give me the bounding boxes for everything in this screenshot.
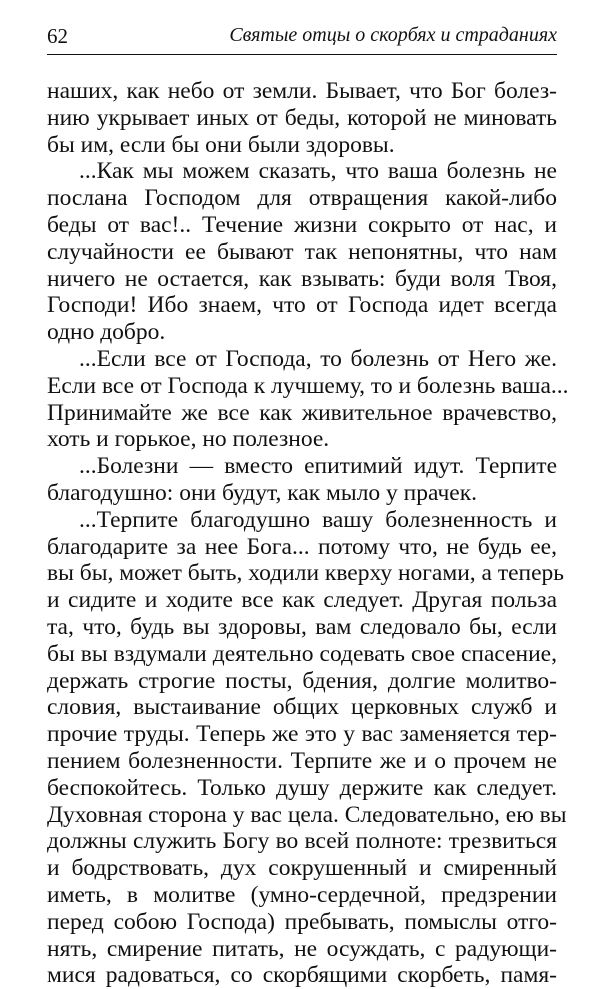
text-line: нять, смирение питать, не осуждать, с радующи- [47,935,557,962]
text-line: бы им, если бы они были здоровы. [47,131,395,158]
text-line: пением болезненности. Терпите же и о прочем не [47,747,557,774]
text-line: нию укрывает иных от беды, которой не миновать [47,104,557,131]
page-body [47,78,569,989]
page-number: 62 [47,24,68,48]
text-line: ...Как мы можем сказать, что ваша болезнь не [79,158,557,185]
text-line: ...Болезни — вместо епитимий идут. Терпите [79,453,557,480]
text-line: Если все от Господа к лучшему, то и болезнь ваша... [47,372,569,399]
text-line: послана Господом для отвращения какой-либо [47,185,557,212]
text-line: та, что, будь вы здоровы, вам следовало бы, если [47,613,557,640]
text-line: и сидите и ходите все как следует. Другая польза [47,587,557,614]
text-line: благодушно: они будут, как мыло у прачек. [47,479,478,506]
running-header [47,20,557,55]
text-line: наших, как небо от земли. Бывает, что Бог болез- [47,78,557,104]
text-line: иметь, в молитве (умно-сердечной, предзрении [47,881,557,908]
text-line: случайности ее бывают так непонятны, что нам [47,238,557,265]
text-line: словия, выстаивание общих церковных служб и [47,694,557,721]
text-line: Господи! Ибо знаем, что от Господа идет всегда [47,292,557,319]
text-line: беды от вас!.. Течение жизни сокрыто от нас, и [47,211,557,238]
text-line: ...Если все от Господа, то болезнь от Него же. [79,345,557,372]
text-line: мися радоваться, со скорбящими скорбеть, памя- [47,962,557,989]
text-line: вы бы, может быть, ходили кверху ногами, а теперь [47,560,565,587]
text-line: бы вы вздумали деятельно содевать свое спасение, [47,640,557,667]
text-line: Принимайте же все как живительное врачевство, [47,399,557,426]
text-line: перед собою Господа) пребывать, помыслы отго- [47,908,557,935]
text-line: Духовная сторона у вас цела. Следовательно, ею вы [47,801,567,828]
text-line: хоть и горькое, но полезное. [47,426,330,453]
text-line: должны служить Богу во всей полноте: трезвиться [47,828,557,855]
text-line: одно добро. [47,319,166,346]
text-line: держать строгие посты, бдения, долгие молитво- [47,667,557,694]
running-title: Святые отцы о скорбях и страданиях [229,24,557,46]
text-line: беспокойтесь. Только душу держите как следует. [47,774,557,801]
text-line: благодарите за нее Бога... потому что, не будь ее, [47,533,557,560]
text-line: и бодрствовать, дух сокрушенный и смиренный [47,855,557,882]
text-line: прочие труды. Теперь же это у вас заменяется тер- [47,721,557,748]
text-line: ничего не остается, как взывать: буди воля Твоя, [47,265,557,292]
text-line: ...Терпите благодушно вашу болезненность и [79,506,557,533]
